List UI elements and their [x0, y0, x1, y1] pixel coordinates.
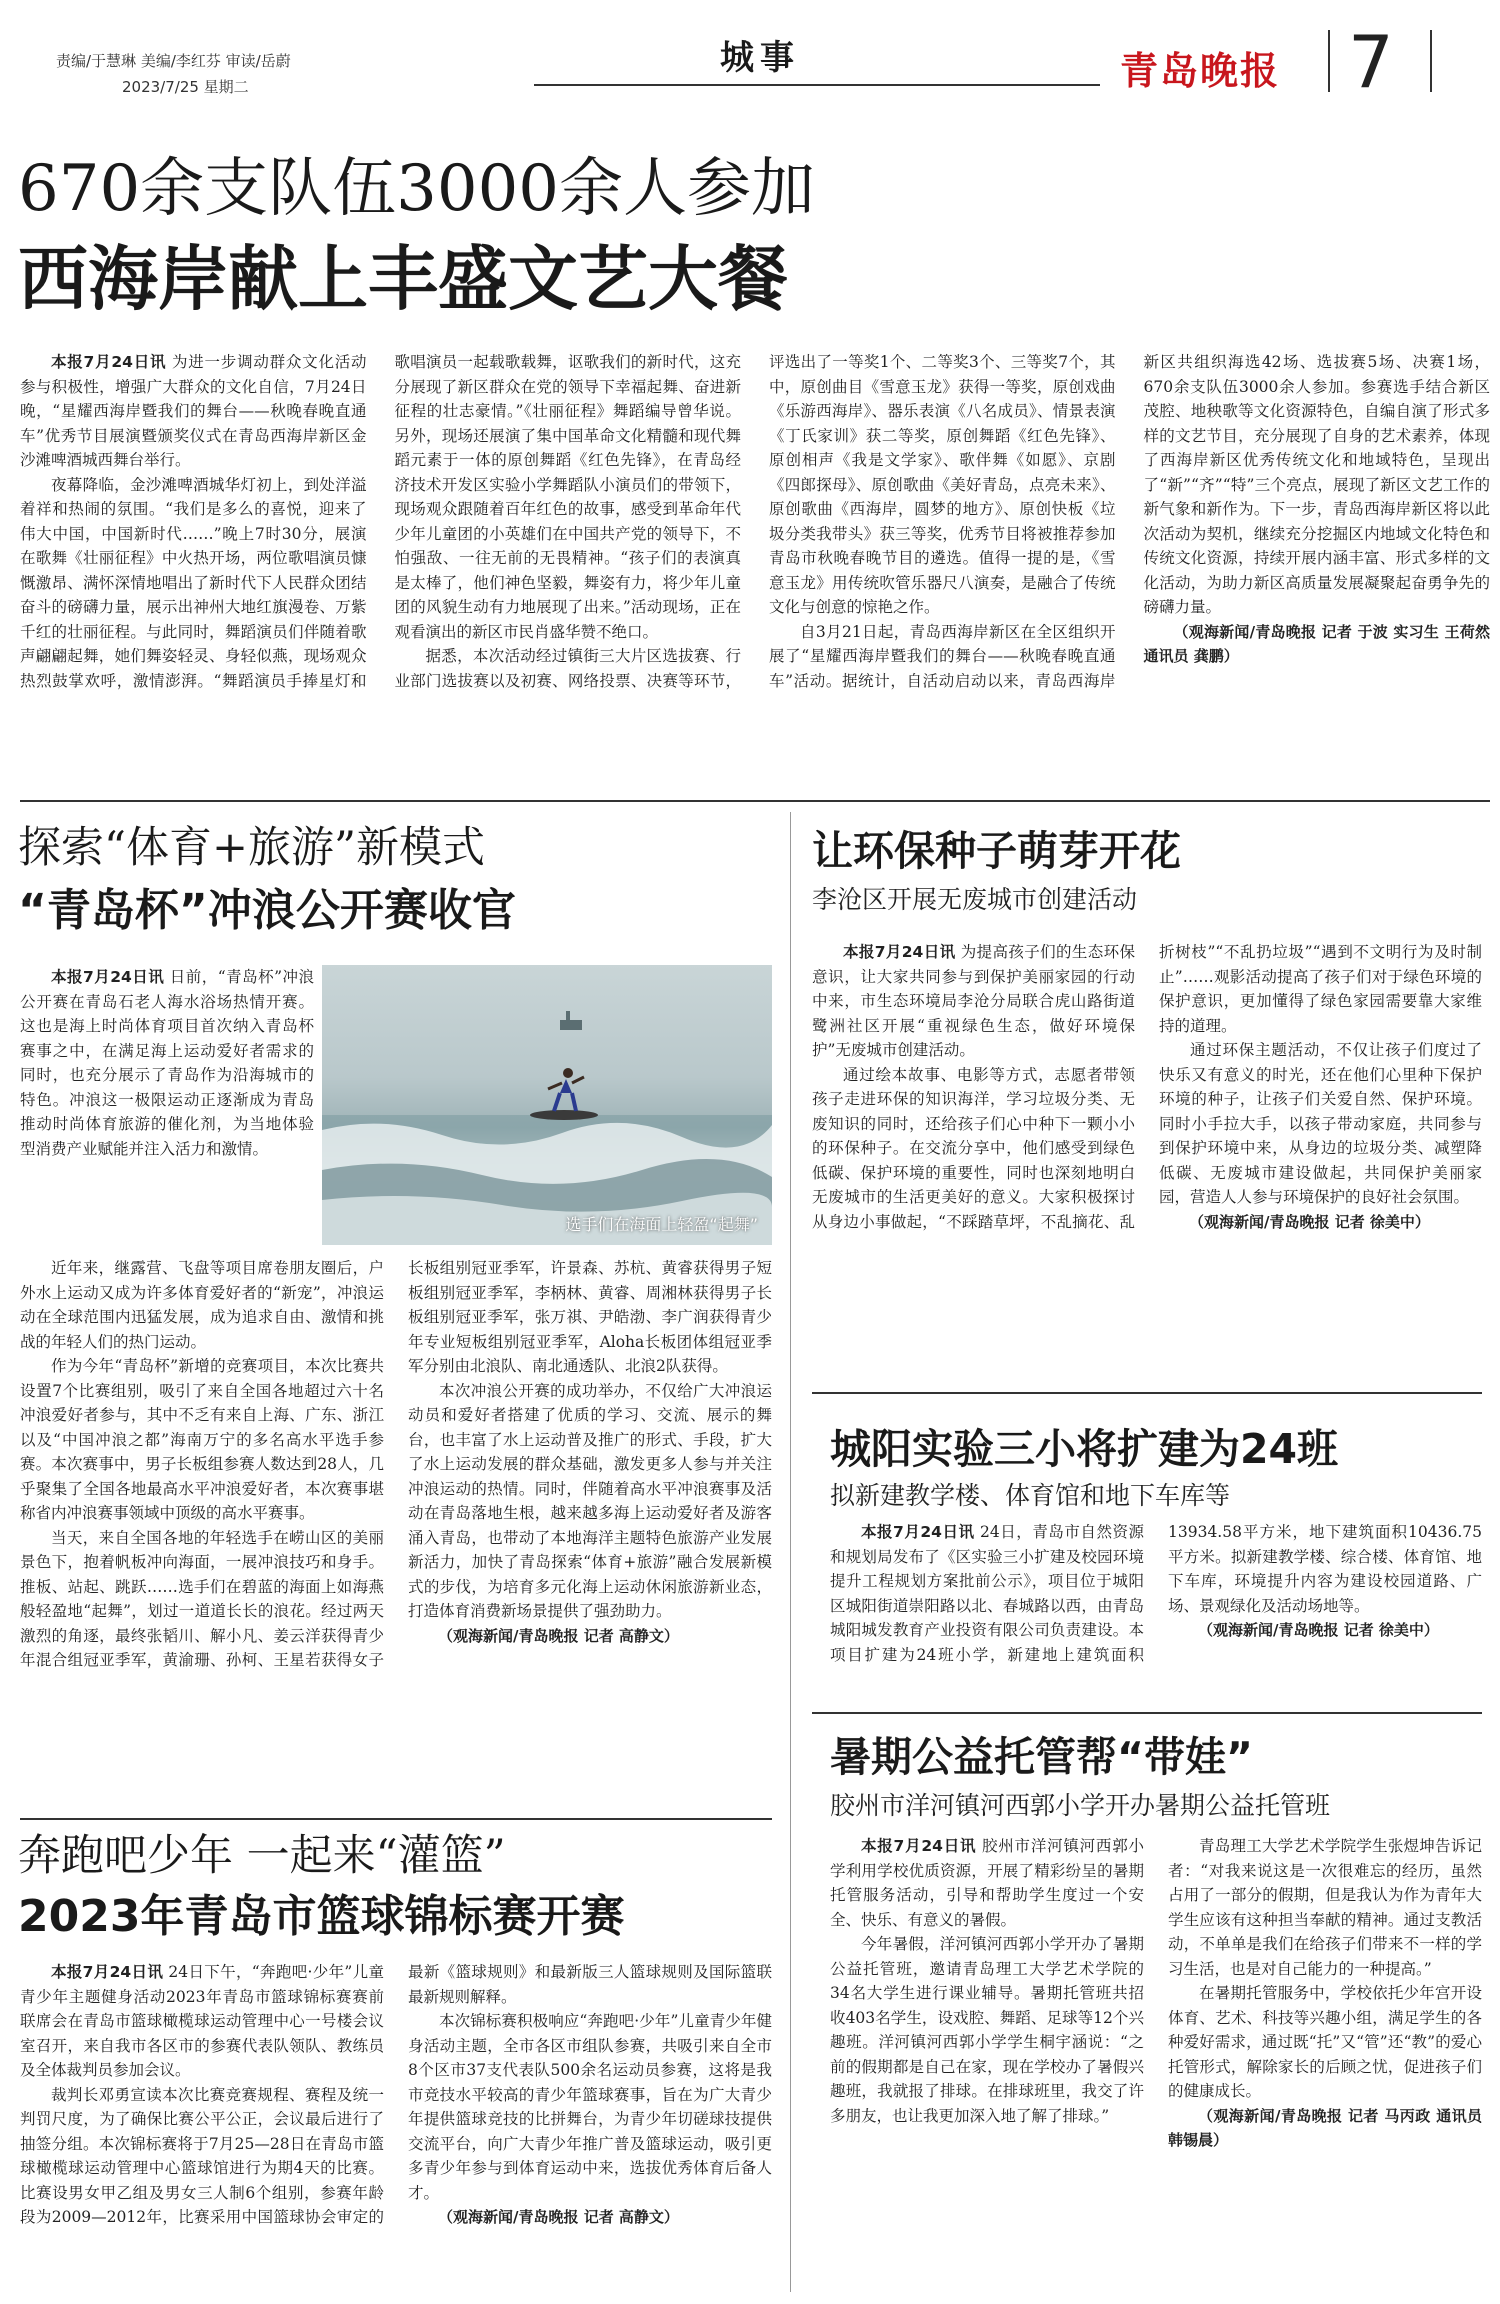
care-article-body [830, 1834, 1482, 2294]
surf-p3: 作为今年“青岛杯”新增的竞赛项目，本次比赛共设置7个比赛组别，吸引了来自全国各地超过六十名冲浪爱好者参与，其中不乏有来自上海、广东、浙江以及“中国冲浪之都”海南万宁的多名高水平选手参赛。本次赛事中，男子长板组参赛人数达到28人，几乎聚集了全国各地最高水平冲浪爱好者，本次赛事堪称省内冲浪赛事领域中顶级的高水平赛事。 [20, 1357, 384, 1522]
surf-p4: 当天，来自全国各地的年轻选手在崂山区的美丽景色下，抱着帆板冲向海面，一展冲浪技巧和身手。推板、站起、跳跃……选手们在碧蓝的海面上如海燕般轻盈地“起舞”，划过一道道长长的浪花。经过两天激烈的角逐，最终张韬川、解小凡、姜云洋获得青少年混合组冠亚季军，黄渝珊、孙柯、王星若获得女子长板组别冠亚季军，许景森、苏杭、黄睿获得男子短板组别冠亚季军，李柄林、黄睿、周湘林获得男子长板组别冠亚季军，张万祺、尹皓渤、李广润获得青少年专业短板组别冠亚季军，Aloha长板团体组冠亚季军分别由北浪队、南北通透队、北浪2队获得。 [20, 1259, 772, 1669]
surf-p5: 本次冲浪公开赛的成功举办，不仅给广大冲浪运动员和爱好者搭建了优质的学习、交流、展示的舞台，也丰富了水上运动普及推广的形式、手段，扩大了水上运动发展的群众基础，激发更多人参与并关注冲浪运动的热情。同时，伴随着高水平冲浪赛事及活动在青岛落地生根，越来越多海上运动爱好者及游客涌入青岛，也带动了本地海洋主题特色旅游产业发展新活力，加快了青岛探索“体育+旅游”融合发展新模式的步伐，为培育多元化海上运动休闲旅游新业态，打造体育消费新场景提供了强劲助力。 [408, 1381, 772, 1620]
basketball-credit: （观海新闻/青岛晚报 记者 高静文） [438, 2208, 679, 2226]
main-p1: 为进一步调动群众文化活动参与积极性，增强广大群众的文化自信，7月24日晚，“星耀西海岸暨我们的舞台——秋晚春晚直通车”优秀节目展演暨颁奖仪式在青岛西海岸新区金沙滩啤酒城西舞台举行。 [20, 353, 367, 469]
main-p4: 自3月21日起，青岛西海岸新区在全区组织开展了“星耀西海岸暨我们的舞台——秋晚春晚直通车”活动。据统计，自活动启动以来，青岛西海岸新区共组织海选42场、选拔赛5场、决赛1场，670余支队伍3000余人参加。参赛选手结合新区茂腔、地秧歌等文化资源特色，自编自演了形式多样的文艺节目，充分展现了自身的艺术素养，体现了西海岸新区优秀传统文化和地域特色，呈现出了“新”“齐”“特”三个亮点，展现了新区文艺工作的新气象和新作为。下一步，青岛西海岸新区将以此次活动为契机，继续充分挖掘区内地域文化特色和传统文化资源，持续开展内涵丰富、形式多样的文化活动，为助力新区高质量发展凝聚起奋勇争先的磅礴力量。 [769, 353, 1490, 690]
surf-bottom-rule [20, 1818, 772, 1820]
surf-lead: 本报7月24日讯 [51, 968, 165, 986]
eco-p3: 通过环保主题活动，不仅让孩子们度过了快乐又有意义的时光，还在他们心里种下保护环境的种子，让孩子们关爱自然、保护环境。同时小手拉大手，以孩子带动家庭，共同参与到保护环境中来，从身边的垃圾分类、减塑降低碳、无废城市建设做起，共同保护美丽家园，营造人人参与环境保护的良好社会氛围。 [1159, 1041, 1482, 1206]
masthead-logo: 青岛晚报 [1120, 48, 1281, 93]
care-p4: 在暑期托管服务中，学校依托少年宫开设体育、艺术、科技等兴趣小组，满足学生的各种爱好需求，通过既“托”又“管”还“教”的爱心托管形式，解除家长的后顾之忧，促进孩子们的健康成长。 [1168, 1984, 1482, 2100]
main-credit: （观海新闻/青岛晚报 记者 于波 实习生 王荷然 通讯员 龚鹏） [1143, 622, 1490, 665]
school-subtitle: 拟新建教学楼、体育馆和地下车库等 [830, 1481, 1231, 1510]
surf-photo-caption: 选手们在海面上轻盈“起舞” [565, 1215, 758, 1234]
main-lead: 本报7月24日讯 [51, 353, 167, 371]
basketball-lead: 本报7月24日讯 [51, 1963, 164, 1981]
care-headline: 暑期公益托管帮“带娃” [830, 1733, 1253, 1781]
school-article-body [830, 1520, 1482, 1700]
care-p2: 今年暑假，洋河镇河西郭小学开办了暑期公益托管班，邀请青岛理工大学艺术学院的34名大学生进行课业辅导。暑期托管班共招收403名学生，设戏腔、舞蹈、足球等12个兴趣班。洋河镇河西郭小学学生桐宇涵说：“之前的假期都是自己在家，现在学校办了暑假兴趣班，我就报了排球。在排球班里，我交了许多朋友，也让我更加深入地了解了排球。” [830, 1935, 1144, 2125]
main-headline-line1: 670余支队伍3000余人参加 [18, 152, 816, 226]
basketball-p1: 24日下午，“奔跑吧·少年”儿童青少年主题健身活动2023年青岛市篮球锦标赛赛前联席会在青岛市篮球橄榄球运动管理中心一号楼会议室召开，来自我市各区市的参赛代表队领队、教练员及全体裁判员参加会议。 [20, 1963, 385, 2079]
main-p2: 夜幕降临，金沙滩啤酒城华灯初上，到处洋溢着祥和热闹的氛围。“我们是多么的喜悦，迎来了伟大中国，中国新时代……”晚上7时30分，展演在歌舞《壮丽征程》中火热开场，两位歌唱演员慷慨激昂、满怀深情地唱出了新时代下人民群众团结奋斗的磅礴力量，展示出神州大地红旗漫卷、万紫千红的壮丽征程。与此同时，舞蹈演员们伴随着歌声翩翩起舞，她们舞姿轻灵、身轻似燕，现场观众热烈鼓掌欢呼，激情澎湃。“舞蹈演员手捧星灯和歌唱演员一起载歌载舞，讴歌我们的新时代，这充分展现了新区群众在党的领导下幸福起舞、奋进新征程的壮志豪情。”《壮丽征程》舞蹈编导曾华说。另外，现场还展演了集中国革命文化精髓和现代舞蹈元素于一体的原创舞蹈《红色先锋》，在青岛经济技术开发区实验小学舞蹈队小演员们的带领下，现场观众跟随着百年红色的故事，感受到革命年代少年儿童团的小英雄们在中国共产党的领导下，不怕强敌、一往无前的无畏精神。“孩子们的表演真是太棒了，他们神色坚毅，舞姿有力，将少年儿童团的风貌生动有力地展现了出来。”活动现场，正在观看演出的新区市民肖盛华赞不绝口。 [20, 353, 741, 690]
surf-body-wrap [20, 965, 314, 1255]
basketball-headline-line2: 2023年青岛市篮球锦标赛开赛 [18, 1891, 625, 1942]
basketball-article-body [20, 1960, 772, 2294]
main-bottom-rule [20, 800, 1490, 802]
page-number: 7 [1348, 20, 1394, 104]
masthead-divider-right [1430, 30, 1432, 92]
school-headline: 城阳实验三小将扩建为24班 [830, 1425, 1339, 1473]
school-p1: 24日，青岛市自然资源和规划局发布了《区实验三小扩建及校园环境提升工程规划方案批前公示》，项目位于城阳区城阳街道崇阳路以北、春城路以西，由青岛城阳城发教育产业投资有限公司负责建设。本项目扩建为24班小学，新建地上建筑面积13934.58平方米，地下建筑面积10436.75平方米。拟新建教学楼、综合楼、体育馆、地下车库，环境提升内容为建设校园道路、广场、景观绿化及活动场地等。 [830, 1523, 1482, 1664]
main-article-body [20, 350, 1490, 790]
surf-photo [322, 965, 772, 1245]
surf-p1: 日前，“青岛杯”冲浪公开赛在青岛石老人海水浴场热情开赛。这也是海上时尚体育项目首次纳入青岛杯赛事之中，在满足海上运动爱好者需求的同时，也充分展示了青岛作为沿海城市的特色。冲浪这一极限运动正逐渐成为青岛推动时尚体育旅游的催化剂，为当地体验型消费产业赋能并注入活力和激情。 [20, 968, 314, 1158]
header-rule [534, 84, 1100, 86]
eco-lead: 本报7月24日讯 [843, 943, 956, 961]
school-bottom-rule [812, 1712, 1482, 1714]
care-p1: 胶州市洋河镇河西郭小学利用学校优质资源，开展了精彩纷呈的暑期托管服务活动，引导和帮助学生度过一个安全、快乐、有意义的暑假。 [830, 1837, 1144, 1929]
care-credit: （观海新闻/青岛晚报 记者 马丙政 通讯员 韩锡晨） [1168, 2106, 1482, 2149]
surfer-illustration [322, 965, 772, 1245]
care-lead: 本报7月24日讯 [861, 1837, 977, 1855]
basketball-headline-line1: 奔跑吧少年 一起来“灌篮” [18, 1831, 506, 1881]
basketball-p3: 本次锦标赛积极响应“奔跑吧·少年”儿童青少年健身活动主题，全市各区市组队参赛，共吸引来自全市8个区市37支代表队500余名运动员参赛，这将是我市竞技水平较高的青少年篮球赛事，旨在为广大青少年提供篮球竞技的比拼舞台，为青少年切磋球技提供交流平台，向广大青少年推广普及篮球运动，吸引更多青少年参与到体育运动中来，选拔优秀体育后备人才。 [408, 2012, 772, 2202]
column-divider [790, 812, 791, 2292]
surf-article-body [20, 1256, 772, 1812]
eco-p2: 通过绘本故事、电影等方式，志愿者带领孩子走进环保的知识海洋，学习垃圾分类、无废知识的同时，还给孩子们心中种下一颗小小的环保种子。在交流分享中，他们感受到绿色低碳、保护环境的重要性，同时也深刻地明白无废城市的生活更美好的意义。大家积极探讨从身边小事做起，“不踩踏草坪，不乱摘花、乱折树枝”“不乱扔垃圾”“遇到不文明行为及时制止”……观影活动提高了孩子们对于绿色环境的保护意识，更加懂得了绿色家园需要靠大家维持的道理。 [812, 943, 1482, 1231]
masthead-divider [1328, 30, 1330, 92]
eco-p1: 为提高孩子们的生态环保意识，让大家共同参与到保护美丽家园的行动中来，市生态环境局李沧分局联合虎山路街道鹭洲社区开展“重视绿色生态，做好环境保护”无废城市创建活动。 [812, 943, 1135, 1059]
header-meta [56, 48, 386, 100]
care-subtitle: 胶州市洋河镇河西郭小学开办暑期公益托管班 [830, 1791, 1331, 1820]
surf-credit: （观海新闻/青岛晚报 记者 高静文） [438, 1626, 679, 1645]
surf-headline-line1: 探索“体育+旅游”新模式 [18, 823, 485, 873]
editors-line: 责编/于慧琳 美编/李红芬 审读/岳蔚 [56, 52, 291, 70]
school-lead: 本报7月24日讯 [861, 1523, 975, 1541]
eco-article-body [812, 940, 1482, 1380]
care-p3: 青岛理工大学艺术学院学生张煜坤告诉记者：“对我来说这是一次很难忘的经历，虽然占用了一部分的假期，但是我认为作为青年大学生应该有这种担当奉献的精神。通过支教活动，不单单是我们在给孩子们带来不一样的学习生活，也是对自己能力的一种提高。” [1168, 1837, 1482, 1978]
eco-subtitle: 李沧区开展无废城市创建活动 [812, 885, 1138, 914]
eco-credit: （观海新闻/青岛晚报 记者 徐美中） [1189, 1212, 1430, 1231]
main-headline-line2: 西海岸献上丰盛文艺大餐 [18, 238, 788, 320]
surf-headline-line2: “青岛杯”冲浪公开赛收官 [18, 885, 516, 936]
section-title: 城事 [720, 38, 800, 78]
eco-bottom-rule [812, 1392, 1482, 1394]
eco-headline: 让环保种子萌芽开花 [812, 827, 1181, 875]
date-line: 2023/7/25 星期二 [122, 78, 249, 96]
surf-p2: 近年来，继露营、飞盘等项目席卷朋友圈后，户外水上运动又成为许多体育爱好者的“新宠”，冲浪运动在全球范围内迅猛发展，成为追求自由、激情和挑战的年轻人们的热门运动。 [20, 1259, 384, 1351]
school-credit: （观海新闻/青岛晚报 记者 徐美中） [1198, 1621, 1439, 1639]
main-p3: 据悉，本次活动经过镇街三大片区选拔赛、行业部门选拔赛以及初赛、网络投票、决赛等环节，评选出了一等奖1个、二等奖3个、三等奖7个，其中，原创曲目《雪意玉龙》获得一等奖，原创戏曲《乐游西海岸》、器乐表演《八名成员》、情景表演《丁氏家训》获二等奖，原创舞蹈《红色先锋》、原创相声《我是文学家》、歌伴舞《如愿》、京剧《四郎探母》、原创歌曲《美好青岛，点亮未来》、原创歌曲《西海岸，圆梦的地方》、原创快板《垃圾分类我带头》获三等奖，优秀节目将被推荐参加青岛市秋晚春晚节目的遴选。值得一提的是，《雪意玉龙》用传统吹管乐器尺八演奏，是融合了传统文化与创意的惊艳之作。 [394, 353, 1116, 690]
basketball-p2: 裁判长邓勇宣读本次比赛竞赛规程、赛程及统一判罚尺度，为了确保比赛公平公正，会议最后进行了抽签分组。本次锦标赛将于7月25—28日在青岛市篮球橄榄球运动管理中心篮球馆进行为期4天的比赛。比赛设男女甲乙组及男女三人制6个组别，参赛年龄段为2009—2012年，比赛采用中国篮球协会审定的最新《篮球规则》和最新版三人篮球规则及国际篮联最新规则解释。 [20, 1963, 772, 2226]
